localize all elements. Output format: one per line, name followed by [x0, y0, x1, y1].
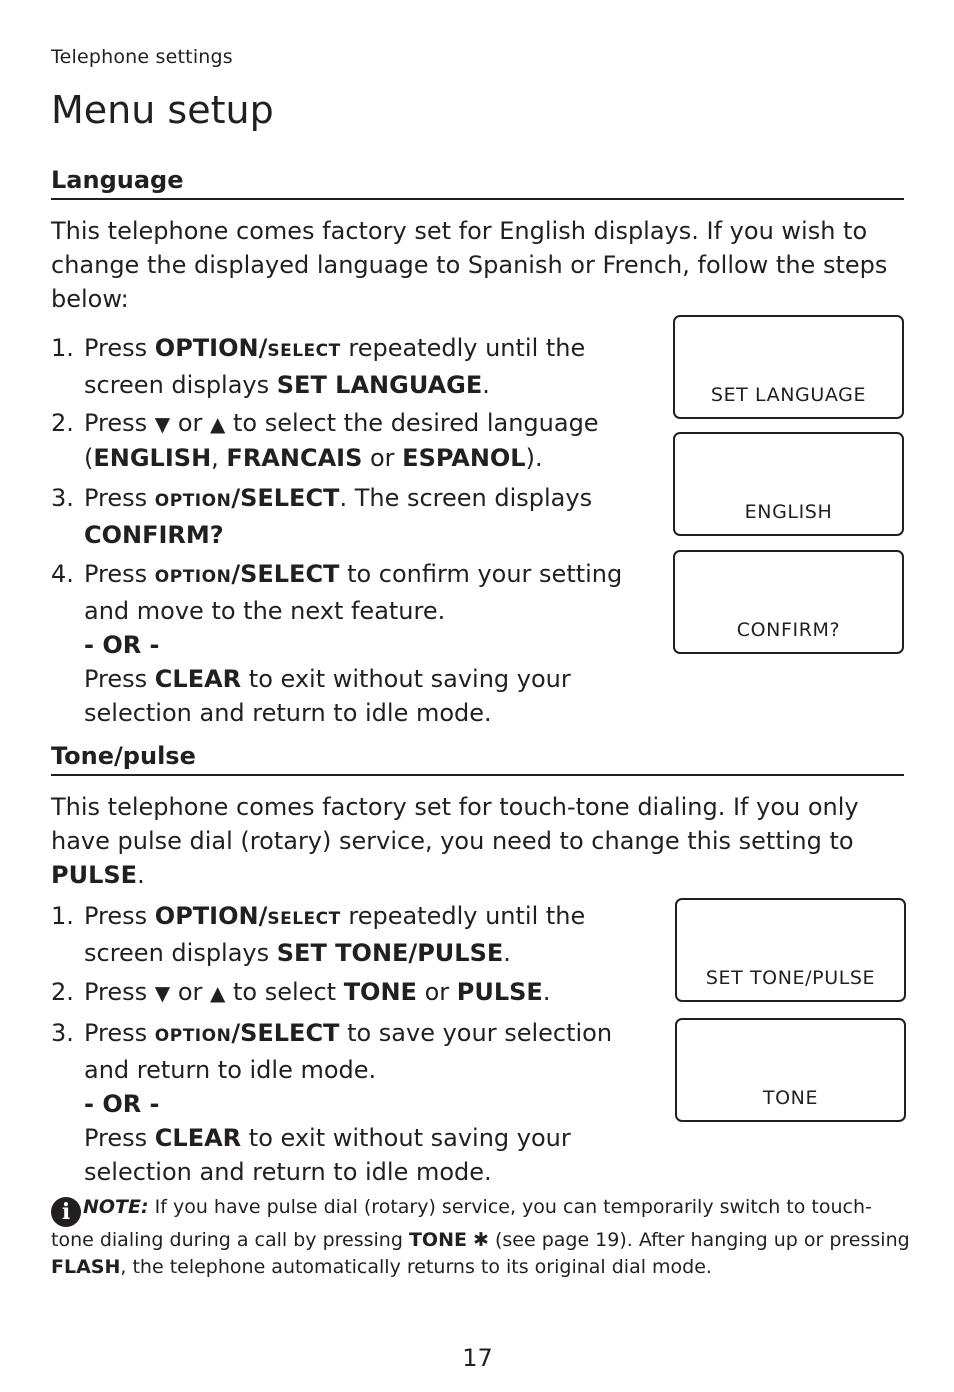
page-number: 17 — [462, 1344, 493, 1372]
info-icon: i — [51, 1197, 81, 1227]
step-number: 1. — [51, 902, 74, 930]
lcd-text: CONFIRM? — [736, 619, 841, 641]
lcd-text: ENGLISH — [744, 501, 833, 523]
step-number: 3. — [51, 1019, 74, 1047]
lcd-text: SET LANGUAGE — [710, 384, 867, 406]
note-label: NOTE: — [83, 1196, 149, 1218]
or-separator: - OR - — [84, 1090, 160, 1118]
lcd-screen — [673, 315, 904, 419]
language-step-1: 1. Press OPTION/SELECT repeatedly until the screen displays SET LANGUAGE. — [51, 331, 661, 402]
down-arrow-icon: ▼ — [154, 981, 171, 1005]
lcd-screen — [673, 432, 904, 536]
tone-star-icon: ✱ — [473, 1229, 489, 1251]
tone-step-1: 1. Press OPTION/SELECT repeatedly until the screen displays SET TONE/PULSE. — [51, 899, 661, 970]
lcd-text: SET TONE/PULSE — [705, 967, 876, 989]
lcd-screen — [673, 550, 904, 654]
lcd-screen — [675, 898, 906, 1002]
lcd-screen — [675, 1018, 906, 1122]
lcd-text: TONE — [762, 1087, 819, 1109]
tone-pulse-intro: This telephone comes factory set for touch-tone dialing. If you only have pulse dial (rotary) service, you need to change this setting to PULSE. — [51, 793, 859, 889]
section-divider — [51, 774, 904, 776]
step-number: 3. — [51, 484, 74, 512]
language-step-4: 4. Press OPTION/SELECT to confirm your setting and move to the next feature. - OR - Press CLEAR to exit without saving your selection and return to idle mode. — [51, 557, 663, 730]
manual-page — [51, 0, 910, 1392]
language-step-2: 2. Press ▼ or ▲ to select the desired language (ENGLISH, FRANCAIS or ESPANOL). — [51, 406, 661, 475]
step-number: 2. — [51, 409, 74, 437]
section-heading-language: Language — [51, 166, 184, 194]
page-title: Menu setup — [51, 88, 274, 132]
down-arrow-icon: ▼ — [154, 412, 171, 436]
language-intro: This telephone comes factory set for English displays. If you wish to change the displayed language to Spanish or French, follow the steps below: — [51, 217, 888, 313]
step-number: 4. — [51, 560, 74, 588]
tone-step-3: 3. Press OPTION/SELECT to save your selection and return to idle mode. - OR - Press CLEAR to exit without saving your selection and return to idle mode. — [51, 1016, 661, 1189]
or-separator: - OR - — [84, 631, 160, 659]
up-arrow-icon: ▲ — [210, 981, 226, 1005]
language-step-3: 3. Press OPTION/SELECT. The screen displays CONFIRM? — [51, 481, 651, 552]
step-number: 2. — [51, 978, 74, 1006]
note-block: i NOTE: If you have pulse dial (rotary) service, you can temporarily switch to touch-tone dialing during a call by pressing TONE ✱ (see page 19). After hanging up or pressing FLASH, the telephone automatically returns to its original dial mode. — [51, 1196, 910, 1278]
section-heading-tone-pulse: Tone/pulse — [51, 742, 196, 770]
up-arrow-icon: ▲ — [210, 412, 226, 436]
tone-step-2: 2. Press ▼ or ▲ to select TONE or PULSE. — [51, 975, 661, 1010]
section-divider — [51, 198, 904, 200]
running-head: Telephone settings — [51, 46, 233, 68]
step-number: 1. — [51, 334, 74, 362]
